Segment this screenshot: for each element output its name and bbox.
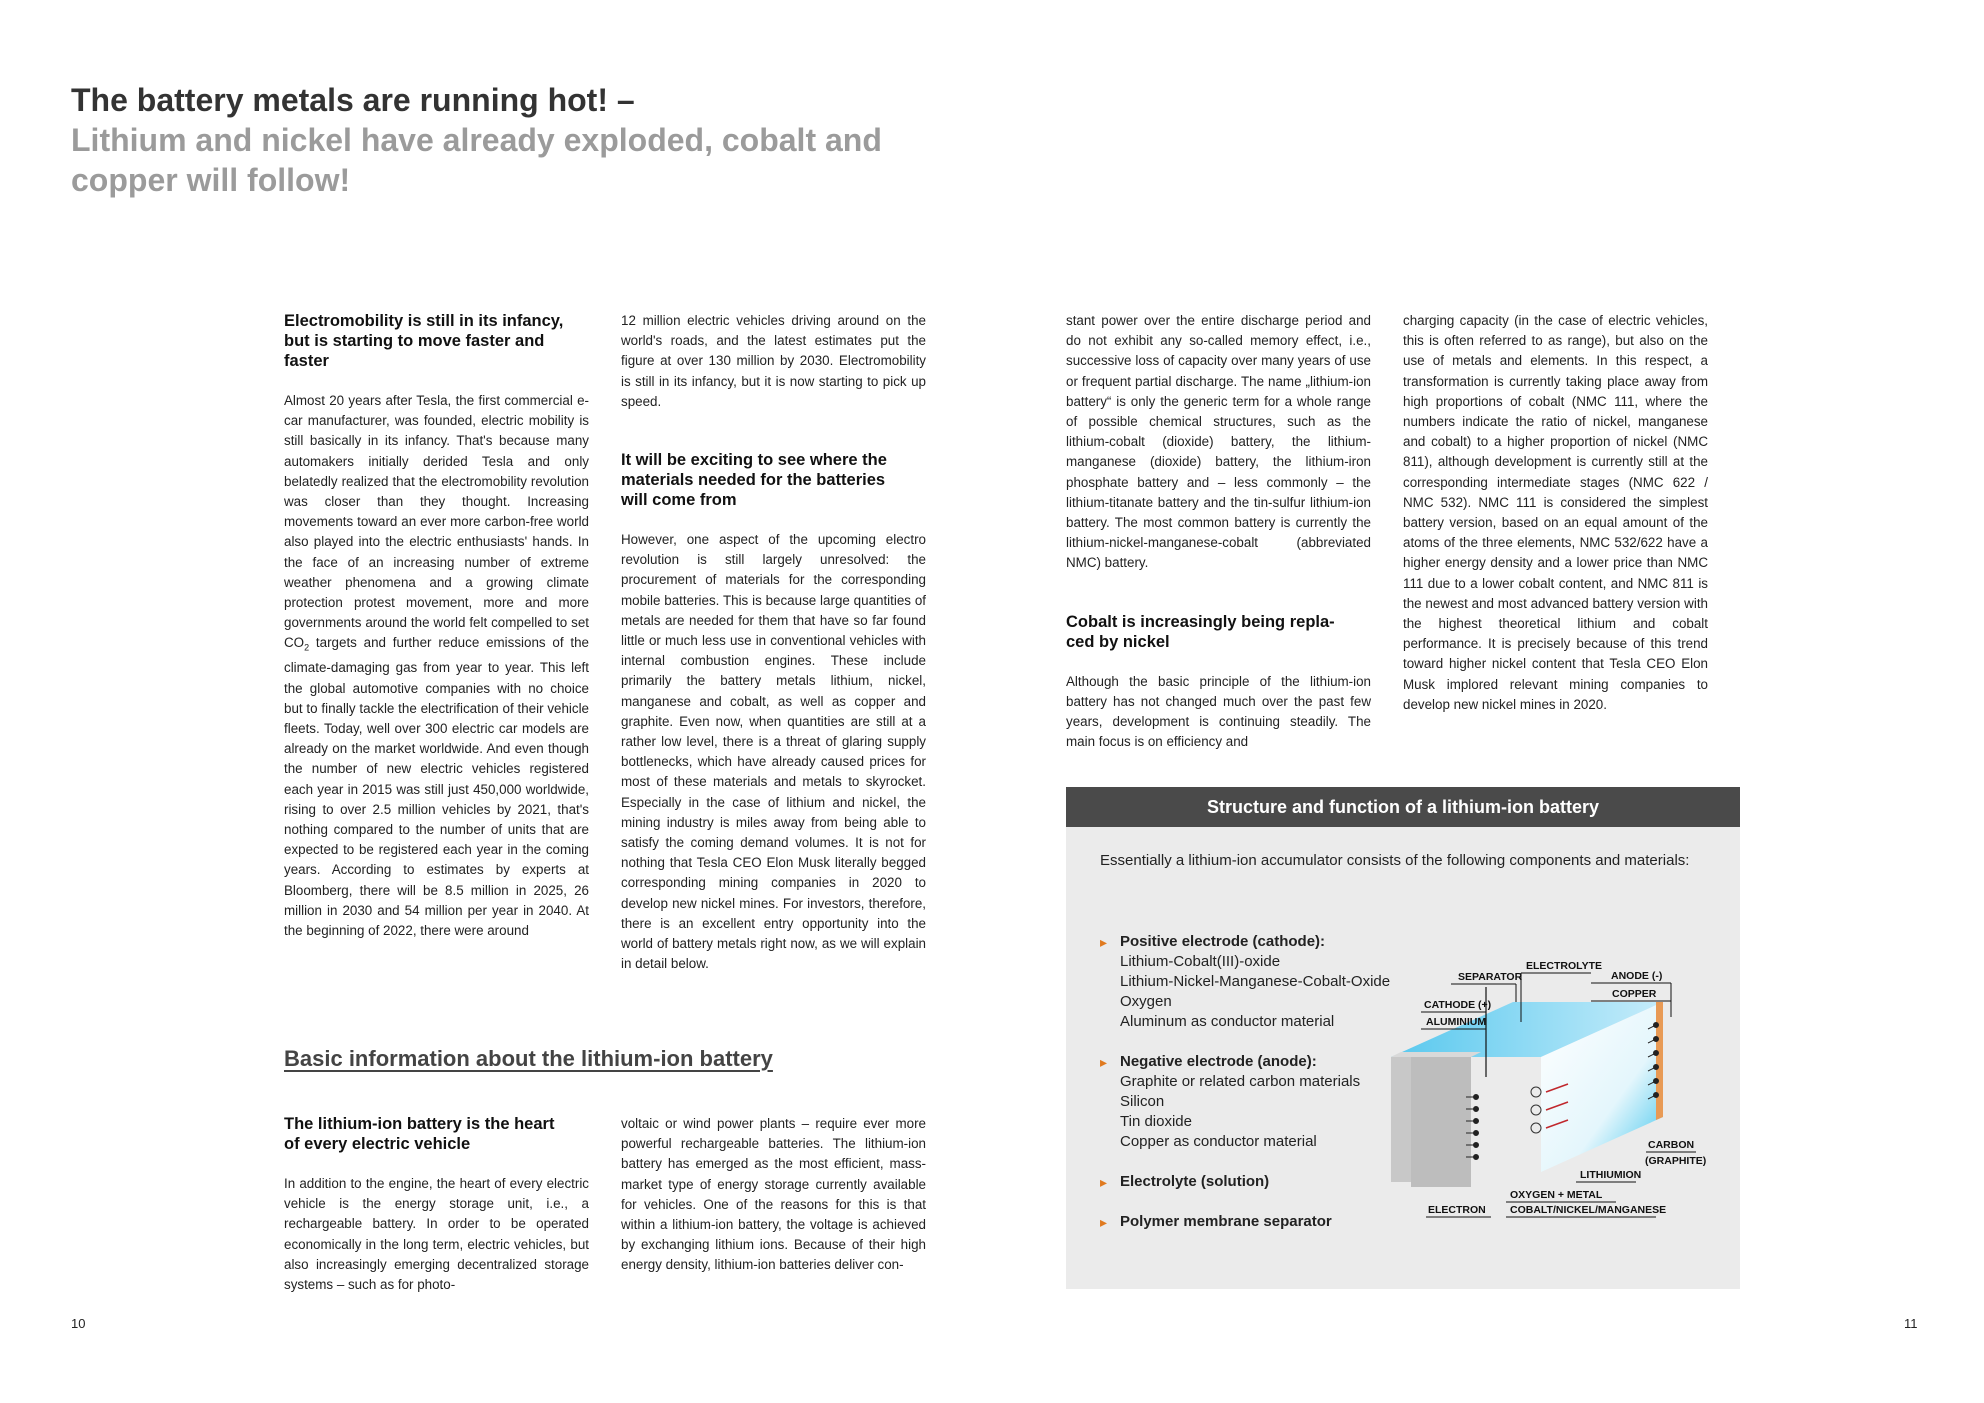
infobox-header: Structure and function of a lithium-ion battery: [1066, 787, 1740, 827]
battery-infobox: [1066, 787, 1740, 1289]
copper-edge: [1656, 1002, 1663, 1120]
column-1: [284, 311, 589, 941]
co2-subscript: 2: [304, 643, 310, 654]
page-number-right: 11: [1904, 1316, 1918, 1331]
title-line2a: Lithium and nickel have already exploded, cobalt and: [71, 122, 882, 158]
col3-heading-line2: ced by nickel: [1066, 632, 1170, 651]
col1-heading-line1: Electromobility is still in its infancy,: [284, 312, 564, 330]
col2b-paragraph: voltaic or wind power plants – require ever more powerful rechargeable batteries. The lithium-ion battery has emerged as the most efficient, mass-market type of energy storage currently available for vehicles. One of the reasons for this is that within a lithium-ion battery, the voltage is achieved by exchanging lithium ions. Because of their high energy density, lithium-ion batteries deliver con-: [621, 1116, 926, 1273]
col1b-heading-line1: The lithium-ion battery is the heart: [284, 1115, 555, 1133]
component-name: Polymer membrane separator: [1120, 1213, 1332, 1230]
cathode-top: [1391, 1052, 1481, 1057]
chevron-right-icon: ▸: [1100, 1174, 1108, 1190]
label-oxygen-metal: OXYGEN + METAL: [1510, 1189, 1603, 1201]
col3-heading-line1: Cobalt is increasingly being repla-: [1066, 612, 1335, 631]
component-name: Positive electrode (cathode):: [1120, 933, 1326, 950]
component-item: [1100, 1212, 1430, 1232]
chevron-right-icon: ▸: [1100, 1054, 1108, 1070]
col1b-paragraph: In addition to the engine, the heart of every electric vehicle is the energy storage unit, i.e., a rechargeable battery. In order to be operated economically in the long term, electric vehicles, but also increasingly emerging decentralized storage systems – such as for photo-: [284, 1176, 589, 1293]
chevron-right-icon: ▸: [1100, 934, 1108, 950]
component-material: Tin dioxide: [1120, 1113, 1192, 1130]
label-lithiumion: LITHIUMION: [1580, 1169, 1642, 1181]
column-1-lower: [284, 1114, 589, 1295]
column-2: [621, 311, 926, 974]
title-line2b: copper will follow!: [71, 162, 351, 198]
col2-heading-line1: It will be exciting to see where the: [621, 451, 887, 470]
label-graphite: (GRAPHITE): [1645, 1155, 1707, 1167]
label-cathode: CATHODE (+): [1424, 999, 1492, 1011]
col2-heading-line3: will come from: [621, 491, 737, 510]
label-carbon: CARBON: [1648, 1139, 1695, 1151]
infobox-intro: Essentially a lithium-ion accumulator consists of the following components and materials:: [1100, 852, 1690, 869]
component-material: Graphite or related carbon materials: [1120, 1073, 1361, 1090]
col4-paragraph: charging capacity (in the case of electric vehicles, this is often referred to as range), but also on the use of metals and elements. In this respect, a transformation is currently taking place away from high proportions of cobalt (NMC 111, where the numbers indicate the ratio of nickel, manganese and cobalt) to a higher proportion of nickel (NMC 811), although development is currently still at the corresponding intermediate stages (NMC 622 / NMC 532). NMC 111 is considered the simplest battery version, based on an equal amount of the atoms of the three elements, NMC 532/622 have a higher energy density and a lower price than NMC 111 due to a lower cobalt content, and NMC 811 is the newest and most advanced battery version with the highest theoretical lithium and cobalt performance. It is precisely because of this trend toward higher nickel content that Tesla CEO Elon Musk implored relevant mining companies to develop new nickel mines in 2020.: [1403, 313, 1708, 712]
label-aluminium: ALUMINIUM: [1426, 1016, 1487, 1028]
col3-paragraph2: Although the basic principle of the lithium-ion battery has not changed much over the past few years, development is continuing steadily. The main focus is on efficiency and: [1066, 673, 1371, 750]
component-material: Silicon: [1120, 1093, 1165, 1110]
col1-text-b: targets and further reduce emissions of the climate-damaging gas from year to year. This left the global automotive companies with no choice but to finally tackle the electrification of their vehicle fleets. Today, well over 300 electric car models are already on the market worldwide. And even though the number of new electric vehicles registered each year in 2015 was still just 450,000 worldwide, rising to over 2.5 million vehicles by 2021, that's nothing compared to the number of units that are expected to be registered each year in the coming years. According to estimates by experts at Bloomberg, there will be 8.5 million in 2025, 26 million in 2030 and 54 million per year in 2040. At the beginning of 2022, there were around: [284, 635, 589, 938]
col1b-heading-line2: of every electric vehicle: [284, 1135, 471, 1153]
component-name: Negative electrode (anode):: [1120, 1053, 1317, 1070]
col1b-heading: [284, 1114, 589, 1154]
component-item: [1100, 1172, 1430, 1192]
basic-info-heading: Basic information about the lithium-ion battery: [284, 1046, 773, 1071]
component-name: Electrolyte (solution): [1120, 1173, 1270, 1190]
title-line1: The battery metals are running hot! –: [71, 82, 635, 118]
col3-paragraph1: stant power over the entire discharge period and do not exhibit any so-called memory effect, i.e., successive loss of capacity over many years of use or frequent partial discharge. The name „lithium-ion battery“ is only the generic term for a whole range of possible chemical structures, such as the lithium-cobalt (dioxide) battery, the lithium-manganese (dioxide) battery, the lithium-iron phosphate battery and – less commonly – the lithium-titanate battery and the tin-sulfur lithium-ion battery. The most common battery is currently the lithium-nickel-manganese-cobalt (abbreviated NMC) battery.: [1066, 313, 1371, 571]
page-number-left: 10: [71, 1316, 86, 1331]
col2-heading: [621, 450, 926, 510]
column-3: [1066, 311, 1371, 752]
col1-heading-line2: but is starting to move faster and: [284, 332, 545, 350]
battery-diagram: [1386, 947, 1731, 1257]
component-material: Copper as conductor material: [1120, 1133, 1317, 1150]
label-separator: SEPARATOR: [1458, 971, 1523, 983]
col1-heading-line3: faster: [284, 352, 329, 370]
title-block: [71, 80, 971, 200]
col1-text-a: Almost 20 years after Tesla, the first commercial e-car manufacturer, was founded, electric mobility is still basically in its infancy. That's because many automakers initially derided Tesla and only belatedly realized that the electromobility revolution was closer than they thought. Increasing movements toward an ever more carbon-free world also played into the electric enthusiasts' hands. In the face of an increasing number of extreme weather phenomena and a growing climate protection protest movement, more and more governments around the world felt compelled to set CO: [284, 393, 589, 651]
col2-paragraph2: However, one aspect of the upcoming electro revolution is still largely unresolved: the procurement of materials for the corresponding mobile batteries. This is because large quantities of metals are needed for them that have so far found little or much less use in conventional vehicles with internal combustion engines. These include primarily the battery metals lithium, nickel, manganese and cobalt, as well as copper and graphite. Even now, when quantities are still at a rather low level, there is a threat of glaring supply bottlenecks, which have already caused prices for most of these materials and metals to skyrocket. Especially in the case of lithium and nickel, the mining industry is miles away from being able to satisfy the coming demand volumes. It is not for nothing that Tesla CEO Elon Musk literally begged corresponding mining companies in 2020 to develop new nickel mines. For investors, therefore, there is an excellent entry opportunity into the world of battery metals right now, as we will explain in detail below.: [621, 532, 926, 972]
column-2-lower: [621, 1114, 926, 1276]
col2-paragraph1: 12 million electric vehicles driving around on the world's roads, and the latest estimates put the figure at over 130 million by 2030. Electromobility is still in its infancy, but it is now starting to pick up speed.: [621, 313, 926, 409]
component-item: [1100, 932, 1430, 1032]
component-material: Oxygen: [1120, 993, 1172, 1010]
label-cobalt-mix: COBALT/NICKEL/MANGANESE: [1510, 1204, 1667, 1216]
chevron-right-icon: ▸: [1100, 1214, 1108, 1230]
component-material: Aluminum as conductor material: [1120, 1013, 1335, 1030]
col1-paragraph: [284, 391, 589, 941]
col2-heading-line2: materials needed for the batteries: [621, 471, 886, 490]
cathode-front: [1391, 1057, 1411, 1182]
column-4: [1403, 311, 1708, 715]
label-copper: COPPER: [1612, 988, 1657, 1000]
label-electrolyte: ELECTROLYTE: [1526, 960, 1603, 972]
label-electron: ELECTRON: [1428, 1204, 1486, 1216]
col3-heading: [1066, 612, 1371, 652]
component-material: Lithium-Cobalt(III)-oxide: [1120, 953, 1281, 970]
cathode-block: [1411, 1057, 1471, 1187]
label-anode: ANODE (-): [1611, 970, 1663, 982]
component-list: [1100, 932, 1430, 1252]
component-item: [1100, 1052, 1430, 1152]
component-material: Lithium-Nickel-Manganese-Cobalt-Oxide: [1120, 973, 1391, 990]
col1-heading: [284, 311, 589, 371]
